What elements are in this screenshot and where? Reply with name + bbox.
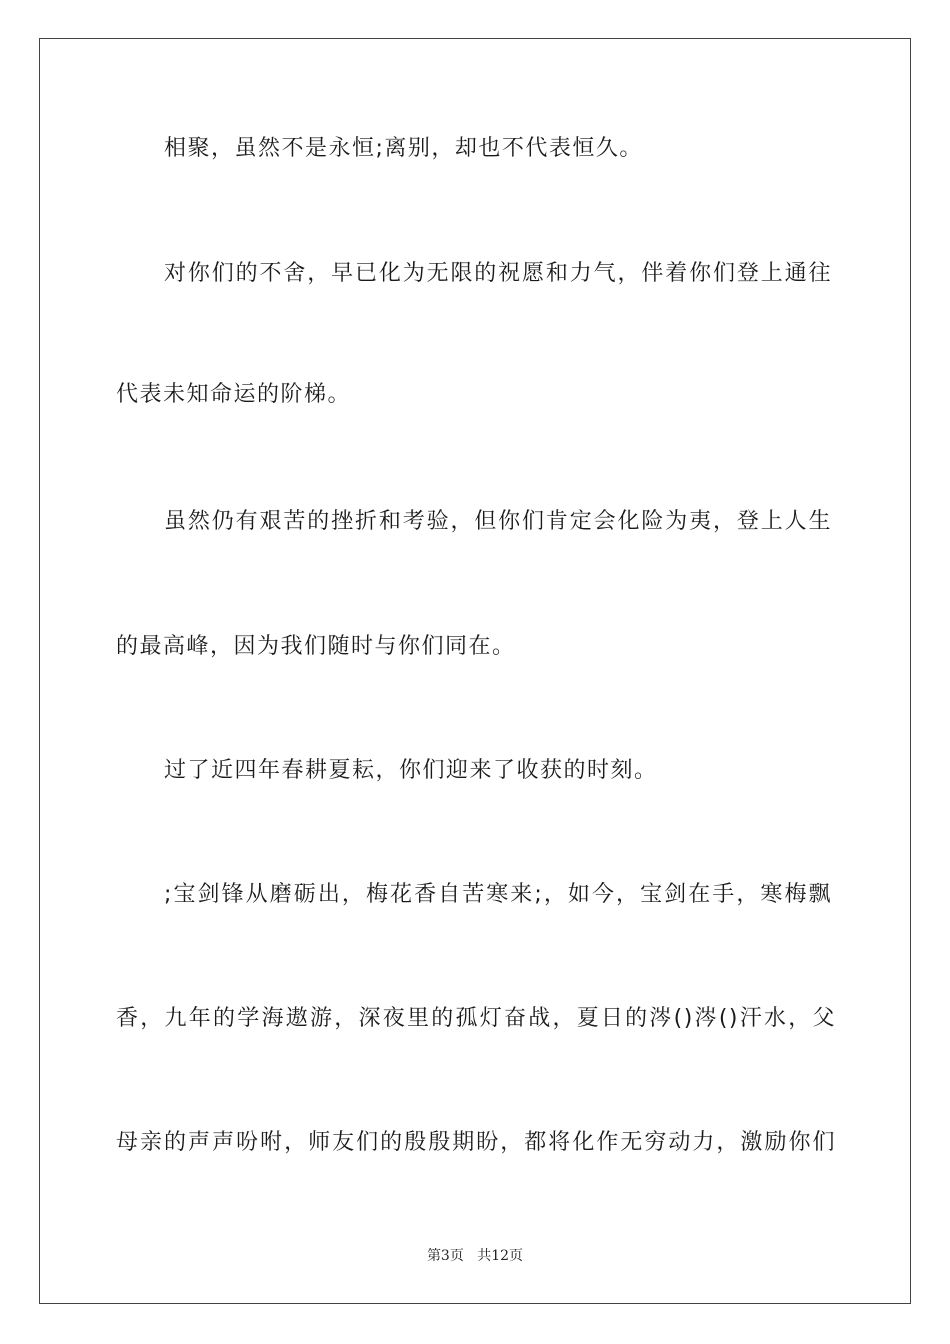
paragraph-line: 虽然仍有艰苦的挫折和考验，但你们肯定会化险为夷，登上人生: [164, 509, 832, 534]
paragraph-line: 对你们的不舍，早已化为无限的祝愿和力气，伴着你们登上通往: [164, 261, 832, 286]
paragraph-line: 过了近四年春耕夏耘，你们迎来了收获的时刻。: [164, 758, 658, 783]
paragraph-line: 相聚，虽然不是永恒;离别，却也不代表恒久。: [164, 136, 643, 161]
paragraph-line: 代表未知命运的阶梯。: [116, 382, 352, 407]
paragraph-line: 母亲的声声吩咐，师友们的殷殷期盼，都将化作无穷动力，激励你们: [116, 1130, 836, 1155]
paragraph-line: 的最高峰，因为我们随时与你们同在。: [116, 634, 516, 659]
page-total: 共12页: [477, 1248, 524, 1264]
paragraph-line: ;宝剑锋从磨砺出，梅花香自苦寒来;，如今，宝剑在手，寒梅飘: [164, 882, 832, 907]
page-footer: [0, 1246, 950, 1266]
page-border: [39, 38, 911, 1304]
page-number: 第3页: [426, 1248, 464, 1264]
paragraph-line: 香，九年的学海遨游，深夜里的孤灯奋战，夏日的涔()涔()汗水，父: [116, 1006, 836, 1031]
